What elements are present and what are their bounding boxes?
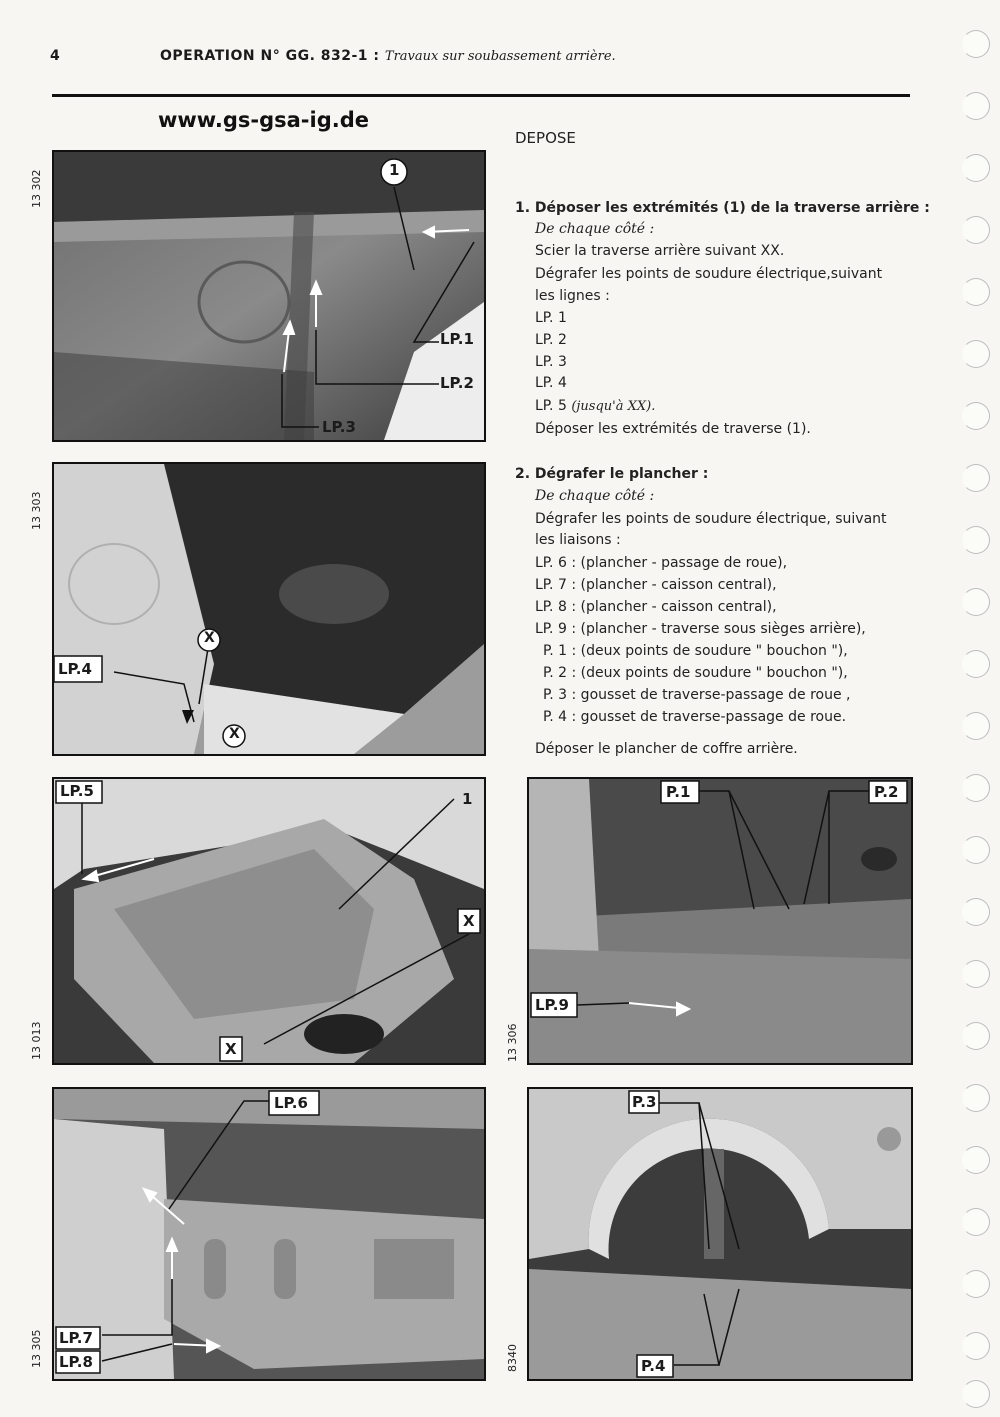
step2-line: LP. 6 : (plancher - passage de roue), [535,555,788,571]
binder-hole-icon [962,92,990,120]
label-p2: P.2 [874,783,899,801]
binder-hole-icon [962,30,990,58]
step1-lp5-note: (jusqu'à XX). [571,399,656,414]
photo-floor-links [52,1087,486,1381]
binder-hole-icon [962,588,990,616]
step2-line: P. 2 : (deux points de soudure " bouchon "), [543,665,848,681]
step1-line: Dégrafer les points de soudure électrique,suivant [535,266,883,282]
step2-line: P. 3 : gousset de traverse-passage de roue , [543,687,851,703]
binder-hole-icon [962,340,990,368]
photo-wheel-arch-gusset [527,1087,913,1381]
label-x-right: X [463,912,475,930]
step2-line: LP. 8 : (plancher - caisson central), [535,599,777,615]
section-title: DEPOSE [515,129,576,147]
binder-hole-icon [962,1332,990,1360]
step1-line: les lignes : [535,288,610,304]
photo-ref-13303: 13 303 [30,491,43,530]
step1-title: 1. Déposer les extrémités (1) de la traverse arrière : [515,200,930,216]
label-lp5: LP.5 [60,782,94,800]
step1-lp5-label: LP. 5 [535,398,567,414]
step2-line: P. 1 : (deux points de soudure " bouchon "), [543,643,848,659]
label-x-upper: X [204,630,215,646]
label-1: 1 [462,790,473,808]
step1-line: LP. 2 [535,332,567,348]
step2-final: Déposer le plancher de coffre arrière. [535,741,798,757]
label-p3: P.3 [632,1093,657,1111]
label-lp8: LP.8 [59,1353,93,1371]
step1-line: LP. 4 [535,375,567,391]
operation-number: OPERATION N° GG. 832-1 : [160,48,380,64]
step2-line: LP. 7 : (plancher - caisson central), [535,577,777,593]
binder-hole-icon [962,216,990,244]
page-number: 4 [50,48,61,64]
binder-hole-icon [962,774,990,802]
binder-hole-icon [962,1380,990,1408]
step2-line: LP. 9 : (plancher - traverse sous sièges arrière), [535,621,866,637]
label-lp6: LP.6 [274,1094,308,1112]
binder-hole-icon [962,960,990,988]
binder-hole-icon [962,650,990,678]
operation-header [160,48,616,64]
step1-line: LP. 3 [535,354,567,370]
label-x-lower: X [229,726,240,742]
photo-ref-13305: 13 305 [30,1329,43,1368]
label-x-bottom: X [225,1040,237,1058]
operation-subtitle: Travaux sur soubassement arrière. [384,49,616,64]
binder-hole-icon [962,1270,990,1298]
step1-line: LP. 1 [535,310,567,326]
step2-title: 2. Dégrafer le plancher : [515,466,709,482]
label-p4: P.4 [641,1357,666,1375]
photo-ref-13013: 13 013 [30,1021,43,1060]
step1-side: De chaque côté : [535,221,655,237]
binder-hole-icon [962,898,990,926]
binder-hole-icon [962,402,990,430]
step1-lp5 [535,396,655,418]
label-lp4: LP.4 [58,660,92,678]
label-lp2: LP.2 [440,374,474,392]
binder-hole-icon [962,154,990,182]
photo-ref-13302: 13 302 [30,169,43,208]
label-lp9: LP.9 [535,996,569,1014]
step2-line: Dégrafer les points de soudure électrique, suivant [535,511,887,527]
binder-hole-icon [962,712,990,740]
binder-hole-icon [962,1208,990,1236]
label-lp7: LP.7 [59,1329,93,1347]
photo-boot-floor [52,777,486,1065]
photo-crossmember-points [527,777,913,1065]
binder-hole-icon [962,1022,990,1050]
binder-hole-icon [962,1146,990,1174]
step1-line: Scier la traverse arrière suivant XX. [535,243,785,259]
photo-ref-8340: 8340 [506,1344,519,1372]
photo-ref-13306: 13 306 [506,1023,519,1062]
header-rule [52,94,910,97]
step2-line: les liaisons : [535,532,621,548]
step2-line: P. 4 : gousset de traverse-passage de roue. [543,709,847,725]
photo-traverse-ends [52,150,486,442]
step1-final: Déposer les extrémités de traverse (1). [535,421,811,437]
label-p1: P.1 [666,783,691,801]
label-1: 1 [389,161,400,179]
binder-hole-icon [962,464,990,492]
binder-hole-icon [962,278,990,306]
website-link[interactable]: www.gs-gsa-ig.de [158,108,369,132]
binder-hole-icon [962,1084,990,1112]
binder-hole-icon [962,526,990,554]
label-lp3: LP.3 [322,418,356,436]
photo-floor-seam [52,462,486,756]
label-lp1: LP.1 [440,330,474,348]
step2-side: De chaque côté : [535,488,655,504]
binder-hole-icon [962,836,990,864]
